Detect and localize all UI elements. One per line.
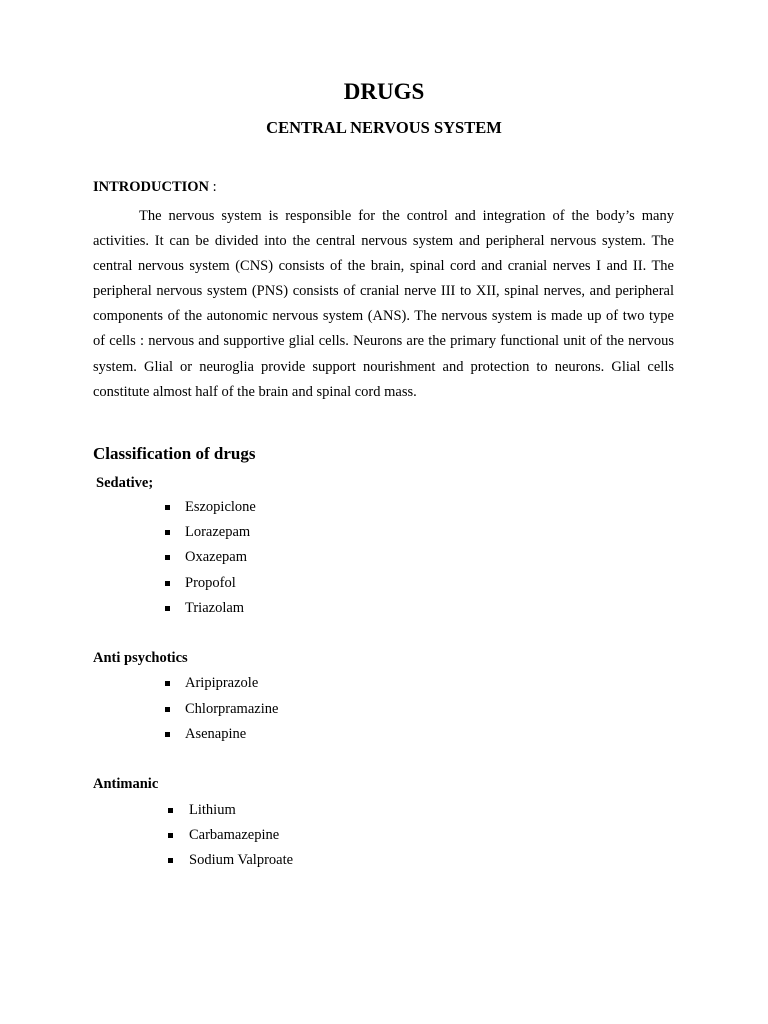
group-label-antimanic: Antimanic xyxy=(93,776,159,792)
list-item: Aripiprazole xyxy=(185,675,259,691)
bullet-icon xyxy=(165,681,170,686)
list-item: Lorazepam xyxy=(185,524,251,540)
bullet-icon xyxy=(165,606,170,611)
list-item: Oxazepam xyxy=(185,549,247,565)
list-item: Chlorpramazine xyxy=(185,701,279,717)
list-item: Sodium Valproate xyxy=(189,852,294,868)
bullet-icon xyxy=(168,808,173,813)
introduction-paragraph: The nervous system is responsible for the control and integration of the body’s many activities. It can be divided into the central nervous system and peripheral nervous system. The central nervous system (CNS) consists of the brain, spinal cord and cranial nerves I and II. The peripheral nervous system (PNS) consists of cranial nerve III to XII, spinal nerves, and peripheral components of the autonomic nervous system (ANS). The nervous system is made up of two type of cells : nervous and supportive glial cells. Neurons are the primary functional unit of the nervous system. Glial or neuroglia provide support nourishment and protection to neurons. Glial cells constitute almost half of the brain and spinal cord mass. xyxy=(93,208,674,400)
list-item: Eszopiclone xyxy=(185,499,256,515)
group-label-anti-psychotics: Anti psychotics xyxy=(93,650,188,666)
bullet-icon xyxy=(168,833,173,838)
document-subtitle: CENTRAL NERVOUS SYSTEM xyxy=(266,118,502,137)
bullet-icon xyxy=(165,505,170,510)
list-item: Asenapine xyxy=(185,726,247,742)
list-item: Carbamazepine xyxy=(189,827,280,843)
bullet-icon xyxy=(165,530,170,535)
introduction-heading-suffix: : xyxy=(209,179,217,195)
bullet-icon xyxy=(165,581,170,586)
list-item: Lithium xyxy=(189,802,236,818)
document-title: DRUGS xyxy=(343,79,425,104)
bullet-icon xyxy=(165,732,170,737)
list-item: Propofol xyxy=(185,575,236,591)
list-item: Triazolam xyxy=(185,600,245,616)
bullet-icon xyxy=(168,858,173,863)
group-label-sedative: Sedative; xyxy=(96,475,154,491)
bullet-icon xyxy=(165,555,170,560)
introduction-heading-line xyxy=(93,178,217,196)
introduction-heading: INTRODUCTION xyxy=(93,179,210,195)
bullet-icon xyxy=(165,707,170,712)
classification-heading: Classification of drugs xyxy=(93,444,256,463)
